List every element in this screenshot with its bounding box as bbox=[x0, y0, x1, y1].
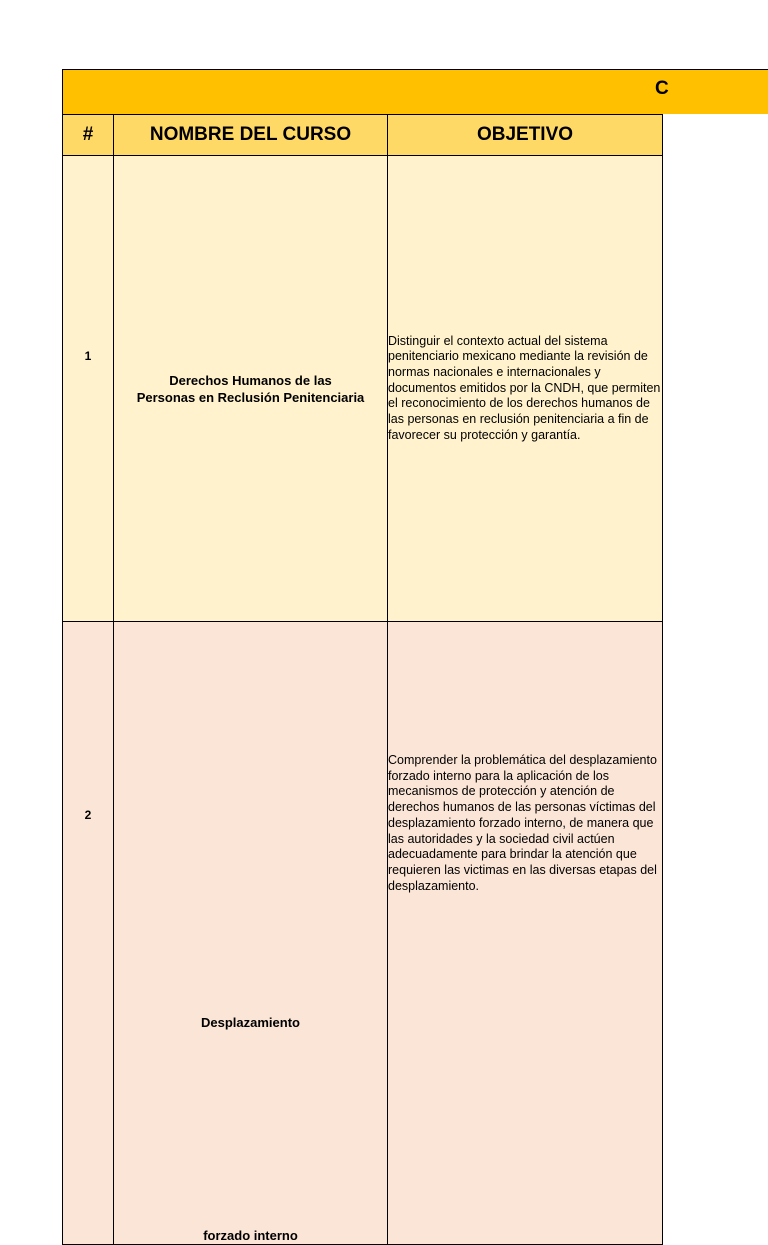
header-course-name: NOMBRE DEL CURSO bbox=[114, 115, 388, 156]
course-name-cell bbox=[114, 156, 388, 622]
row-number: 1 bbox=[84, 348, 92, 363]
header-row bbox=[63, 115, 663, 156]
row-number-cell bbox=[63, 622, 114, 1245]
course-name-cell bbox=[114, 622, 388, 1245]
header-number: # bbox=[63, 115, 114, 156]
table-row bbox=[63, 156, 663, 622]
objective-text: Comprender la problemática del desplazamiento forzado interno para la aplicación de los mecanismos de protección y atención de derechos humanos de las personas víctimas del desplazamiento forzado interno, de manera que las autoridades y la sociedad civil actúen adecuadamente para brindar la atención que requieren las victimas en las diversas etapas del desplazamiento. bbox=[388, 753, 657, 893]
row-number: 2 bbox=[84, 808, 92, 822]
objective-cell bbox=[388, 622, 663, 1245]
header-objective: OBJETIVO bbox=[388, 115, 663, 156]
objective-text: Distinguir el contexto actual del sistema penitenciario mexicano mediante la revisión de normas nacionales e internacionales y documentos emitidos por la CNDH, que permiten el reconocimiento de los derechos humanos de las personas en reclusión penitenciaria a fin de favorecer su protección y garantía. bbox=[388, 333, 661, 442]
course-table-viewport bbox=[62, 114, 662, 1243]
row-number-cell bbox=[63, 156, 114, 622]
course-name-line-1: Desplazamiento bbox=[201, 1015, 300, 1030]
title-bar bbox=[62, 69, 768, 114]
title-text: C bbox=[655, 78, 669, 99]
course-name-line-1: Derechos Humanos de las bbox=[169, 372, 332, 388]
course-name-line-2: Personas en Reclusión Penitenciaria bbox=[136, 389, 365, 405]
course-table bbox=[62, 114, 663, 1245]
course-name-line-2: forzado interno bbox=[203, 1228, 298, 1243]
objective-cell bbox=[388, 156, 663, 622]
table-row bbox=[63, 622, 663, 1245]
